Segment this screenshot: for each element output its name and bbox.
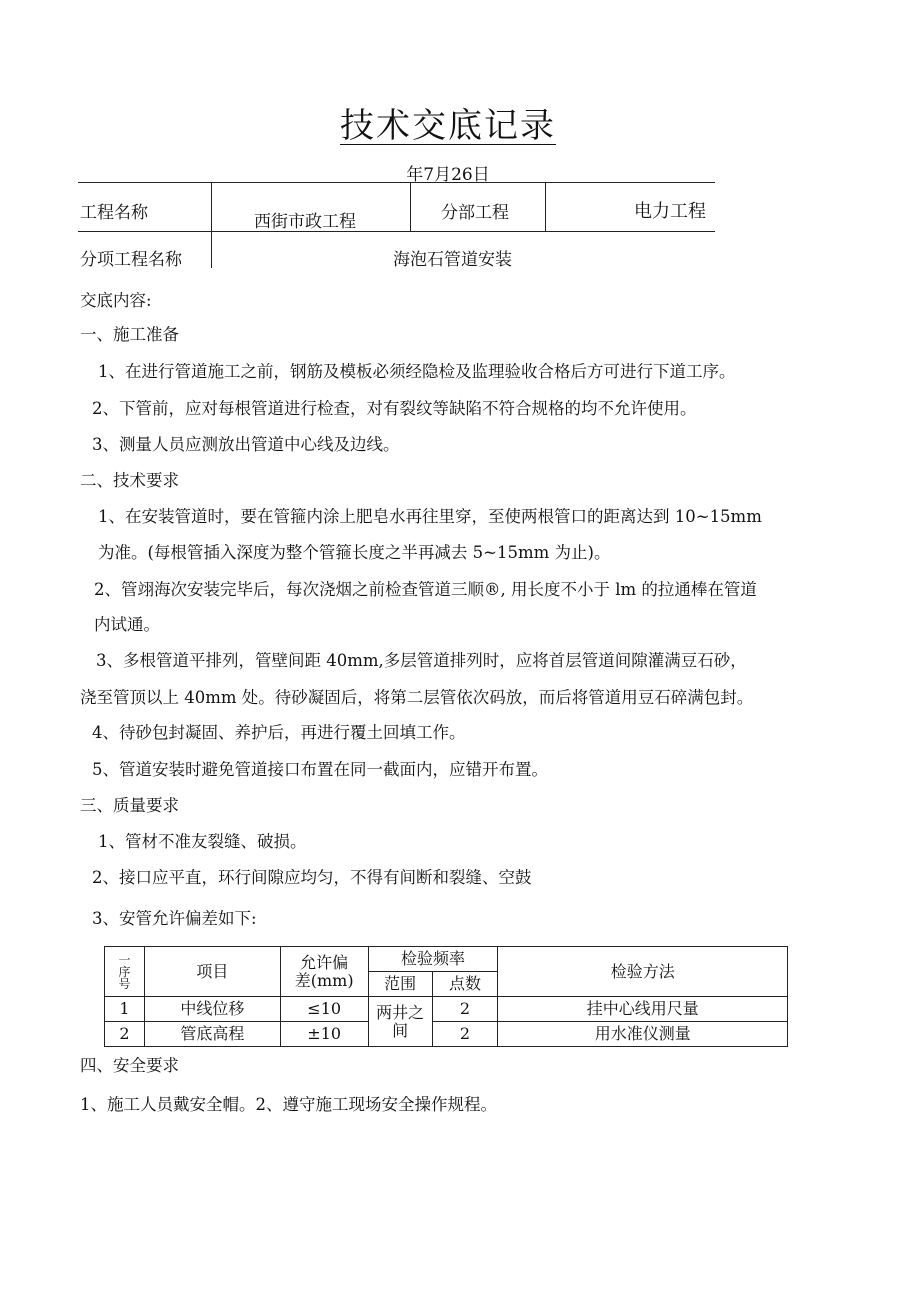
header-range: 范围 bbox=[368, 972, 432, 997]
row-points: 2 bbox=[432, 997, 498, 1022]
section-1-item-1: 1、在进行管道施工之前，钢筋及模板必须经隐检及监理验收合格后方可进行下道工序。 bbox=[98, 362, 736, 381]
section-2-item-1-line-1: 1、在安装管道时，要在管箍内涂上肥皂水再往里穿，至使两根管口的距离达到 10~15mm bbox=[98, 507, 762, 526]
row-method: 用水准仪测量 bbox=[498, 1022, 788, 1047]
section-4-title: 四、安全要求 bbox=[80, 1056, 179, 1075]
header-top-rule bbox=[78, 182, 715, 183]
section-3-item-1: 1、管材不准友裂缝、破损。 bbox=[98, 832, 307, 851]
section-2-item-4: 4、待砂包封凝固、养护后，再进行覆土回填工作。 bbox=[92, 723, 466, 742]
section-3-item-2: 2、接口应平直，环行间隙应均匀，不得有间断和裂缝、空鼓 bbox=[92, 868, 532, 887]
division-label: 分部工程 bbox=[441, 203, 509, 223]
section-2-title: 二、技术要求 bbox=[80, 471, 179, 490]
row-item: 中线位移 bbox=[144, 997, 280, 1022]
header-mid-rule bbox=[78, 231, 715, 232]
header-seq-mid: 序 bbox=[118, 964, 131, 979]
header-seq-top: 一 bbox=[118, 952, 131, 967]
section-2-item-2-line-2: 内试通。 bbox=[94, 615, 160, 634]
row-allowance: ±10 bbox=[280, 1022, 368, 1047]
project-name-value: 西街市政工程 bbox=[254, 212, 356, 232]
section-1-title: 一、施工准备 bbox=[80, 325, 179, 344]
table-row bbox=[105, 1022, 788, 1047]
division-value: 电力工程 bbox=[634, 201, 706, 222]
header-item: 项目 bbox=[144, 947, 280, 997]
header-seq bbox=[105, 947, 145, 997]
row-allowance: ≤10 bbox=[280, 997, 368, 1022]
section-2-item-1-line-2: 为准。(每根管插入深度为整个管箍长度之半再减去 5~15mm 为止)。 bbox=[98, 543, 611, 562]
row-points: 2 bbox=[432, 1022, 498, 1047]
header-divider-3 bbox=[545, 182, 546, 231]
row-item: 管底高程 bbox=[144, 1022, 280, 1047]
document-title: 技术交底记录 bbox=[340, 106, 556, 146]
header-divider-2 bbox=[410, 182, 411, 231]
tolerance-table bbox=[104, 946, 788, 1047]
section-1-item-2: 2、下管前，应对每根管道进行检查，对有裂纹等缺陷不符合规格的均不允许使用。 bbox=[92, 399, 697, 418]
header-frequency: 检验频率 bbox=[368, 947, 498, 972]
table-row bbox=[105, 997, 788, 1022]
header-allowance-bot: 差(mm) bbox=[294, 970, 354, 990]
content-label: 交底内容: bbox=[80, 291, 152, 310]
header-seq-bot: 号 bbox=[118, 976, 131, 991]
section-3-item-3: 3、安管允许偏差如下: bbox=[92, 909, 257, 928]
section-2-item-5: 5、管道安装时避免管道接口布置在同一截面内，应错开布置。 bbox=[92, 760, 548, 779]
header-allowance-top: 允许偏 bbox=[300, 952, 349, 972]
section-2-item-3-line-1: 3、多根管道平排列，管壁间距 40mm,多层管道排列时，应将首层管道间隙灌满豆石砂， bbox=[96, 651, 747, 670]
header-method: 检验方法 bbox=[498, 947, 788, 997]
project-name-label: 工程名称 bbox=[80, 203, 148, 223]
section-2-item-3-line-2: 浇至管顶以上 40mm 处。待砂凝固后，将第二层管依次码放，而后将管道用豆石碎满包封。 bbox=[80, 688, 754, 707]
subitem-value: 海泡石管道安装 bbox=[393, 250, 512, 270]
row-seq: 1 bbox=[105, 997, 145, 1022]
shared-range bbox=[368, 997, 432, 1047]
row-seq: 2 bbox=[105, 1022, 145, 1047]
shared-range-top: 两井之 bbox=[376, 1002, 425, 1022]
section-2-item-2-line-1: 2、管翊海次安装完毕后，每次浇烟之前检查管道三顺®, 用长度不小于 lm 的拉通棒在管道 bbox=[94, 580, 757, 599]
section-4-item-1: 1、施工人员戴安全帽。2、遵守施工现场安全操作规程。 bbox=[80, 1095, 497, 1114]
subitem-label: 分项工程名称 bbox=[80, 250, 182, 270]
row-method: 挂中心线用尺量 bbox=[498, 997, 788, 1022]
header-divider-1 bbox=[211, 182, 212, 268]
record-date: 年7月26日 bbox=[406, 165, 490, 185]
section-3-title: 三、质量要求 bbox=[80, 796, 179, 815]
section-1-item-3: 3、测量人员应测放出管道中心线及边线。 bbox=[92, 435, 400, 454]
header-points: 点数 bbox=[432, 972, 498, 997]
header-allowance bbox=[280, 947, 368, 997]
shared-range-bot: 间 bbox=[392, 1020, 409, 1040]
